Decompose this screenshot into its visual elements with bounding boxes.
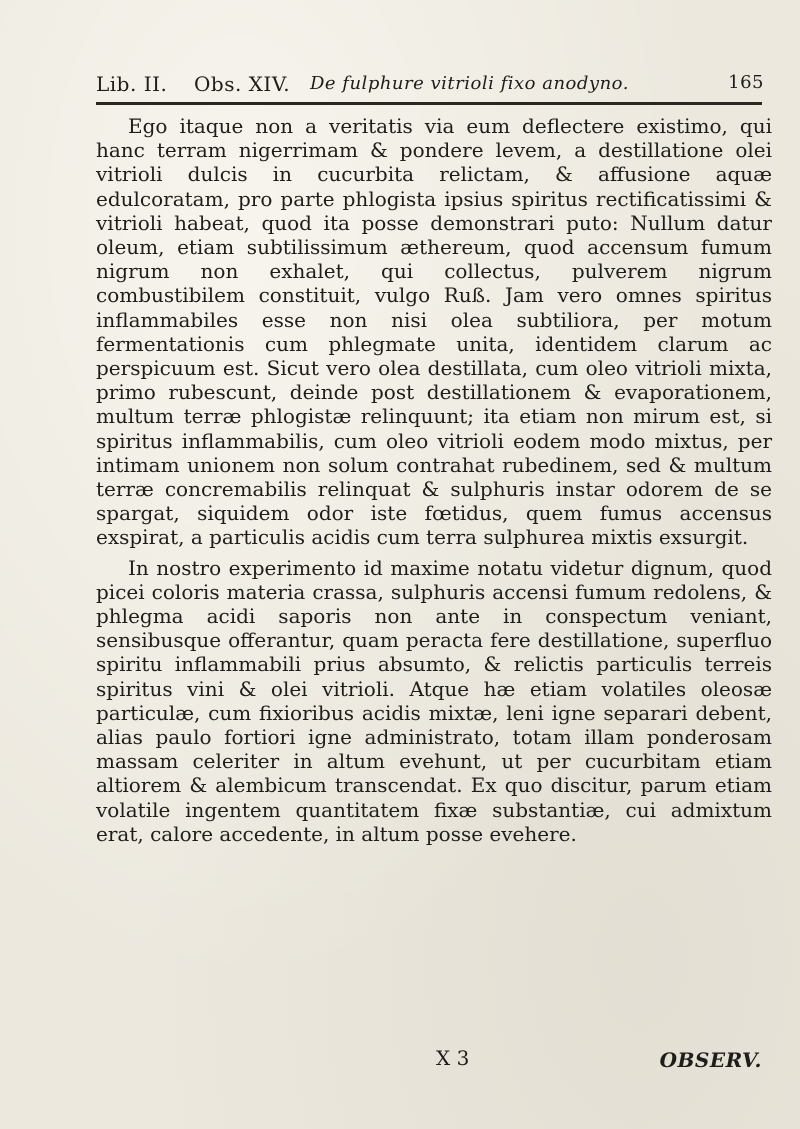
page-number: 165 [728,72,764,93]
page-footer [96,1046,762,1076]
body-text [96,114,772,846]
catchword: OBSERV. [659,1048,762,1072]
observation-number: Obs. XIV. [194,72,291,96]
running-title: De fulphure vitrioli fixo anodyno. [310,73,629,94]
paragraph-1: Ego itaque non a veritatis via eum deflectere existimo, qui hanc terram nigerrimam & pondere levem, a destillatione olei vitrioli dulcis in cucurbita relictam, & affusione aquæ edulcoratam, pro parte phlogista ipsius spiritus rectificatissimi & vitrioli habeat, quod ita posse demonstrari puto: Nullum datur oleum, etiam subtilissimum æthereum, quod accensum fumum nigrum non exhalet, qui collectus, pulverem nigrum combustibilem constituit, vulgo Ruß. Jam vero omnes spiritus inflammabiles esse non nisi olea subtiliora, per motum fermentationis cum phlegmate unita, identidem clarum ac perspicuum est. Sicut vero olea destillata, cum oleo vitrioli mixta, primo rubescunt, deinde post destillationem & evaporationem, multum terræ phlogistæ relinquunt; ita etiam non mirum est, si spiritus inflammabilis, cum oleo vitrioli eodem modo mixtus, per intimam unionem non solum contrahat rubedinem, sed & multum terræ concremabilis relinquat & sulphuris instar odorem de se spargat, siquidem odor iste fœtidus, quem fumus accensus exspirat, a particulis acidis cum terra sulphurea mixtis exsurgit. [96,114,772,550]
running-header [96,72,764,100]
paragraph-2: In nostro experimento id maxime notatu videtur dignum, quod picei coloris materia crassa, sulphuris accensi fumum redolens, & phlegma acidi saporis non ante in conspectum veniant, sensibusque offerantur, quam peracta fere destillatione, superfluo spiritu inflammabili prius absumto, & relictis particulis terreis spiritus vini & olei vitrioli. Atque hæ etiam volatiles oleosæ particulæ, cum fixioribus acidis mixtæ, leni igne separari debent, alias paulo fortiori igne administrato, totam illam ponderosam massam celeriter in altum evehunt, ut per cucurbitam etiam altiorem & alembicum transcendat. Ex quo discitur, parum etiam volatile ingentem quantitatem fixæ substantiæ, cui admixtum erat, calore accedente, in altum posse evehere. [96,555,772,846]
header-rule [96,102,762,105]
book-number: Lib. II. [96,72,168,96]
signature-mark: X 3 [436,1046,470,1070]
